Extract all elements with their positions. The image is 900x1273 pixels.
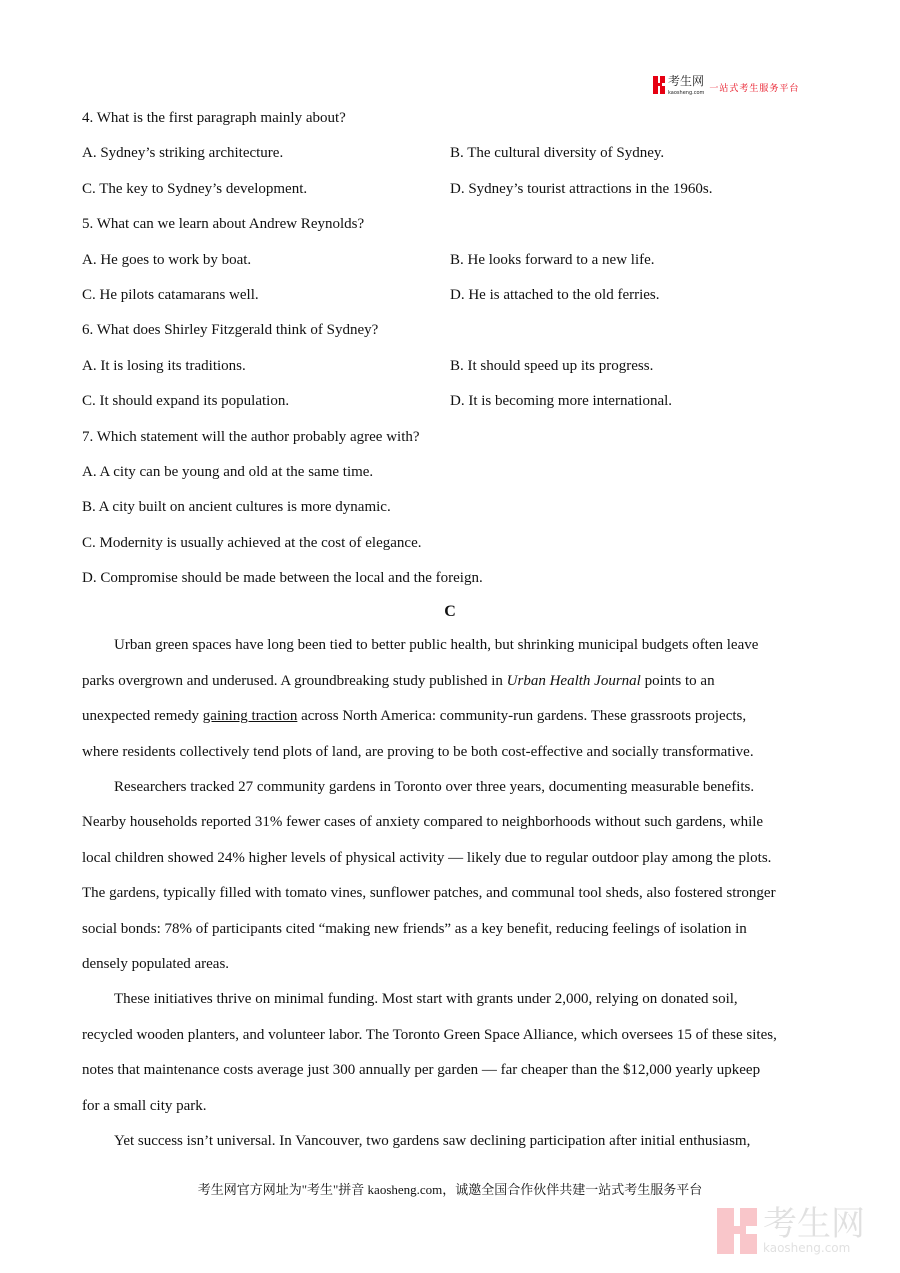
option-c: C. The key to Sydney’s development. [82,180,308,197]
option-b: B. A city built on ancient cultures is more dynamic. [82,499,391,516]
paragraph-4 [0,1124,900,1159]
text-run: unexpected remedy [82,708,203,725]
question-text: 5. What can we learn about Andrew Reynolds? [82,216,365,233]
text-line: The gardens, typically filled with tomato vines, sunflower patches, and communal tool sheds, also fostered stronger [82,885,776,902]
paragraph-3 [0,982,900,1124]
text-run: points to an [640,672,715,689]
text-line: densely populated areas. [82,955,230,972]
text-line: local children showed 24% higher levels of physical activity — likely due to regular outdoor play among the plots. [82,849,772,866]
option-a: A. Sydney’s striking architecture. [82,145,284,162]
option-d: D. It is becoming more international. [450,393,673,410]
text-line [82,699,746,734]
option-c: C. Modernity is usually achieved at the cost of elegance. [82,534,422,551]
watermark-logo-icon [717,1208,757,1254]
question-5 [0,207,900,313]
question-6 [0,313,900,419]
text-line: Urban green spaces have long been tied to better public health, but shrinking municipal budgets often leave [114,637,759,654]
text-line: Nearby households reported 31% fewer cases of anxiety compared to neighborhoods without such gardens, while [82,814,764,831]
text-line: for a small city park. [82,1097,207,1114]
option-d: D. He is attached to the old ferries. [450,286,660,303]
text-line: These initiatives thrive on minimal funding. Most start with grants under 2,000, relying on donated soil, [114,991,738,1008]
underlined-phrase: gaining traction [202,708,298,725]
footer-text: 考生网官方网址为"考生"拼音 kaosheng.com，诚邀全国合作伙伴共建一站式考生服务平台 [197,1182,703,1197]
text-line: social bonds: 78% of participants cited “making new friends” as a key benefit, reducing feelings of isolation in [82,920,747,937]
text-line: where residents collectively tend plots of land, are proving to be both cost-effective and socially transformative. [82,743,754,760]
option-c: C. It should expand its population. [82,393,290,410]
watermark-name: 考生网 [763,1204,865,1244]
logo-name: 考生网 [668,74,705,88]
option-a: A. A city can be young and old at the same time. [82,463,374,480]
journal-title: Urban Health Journal [506,672,641,689]
paragraph-2 [0,770,900,982]
text-line [82,664,715,699]
option-b: B. It should speed up its progress. [450,357,654,374]
text-run: across North America: community-run gardens. These grassroots projects, [297,708,747,725]
option-b: B. He looks forward to a new life. [450,251,655,268]
option-d: D. Compromise should be made between the local and the foreign. [82,570,483,587]
option-c: C. He pilots catamarans well. [82,286,259,303]
option-a: A. He goes to work by boat. [82,251,252,268]
watermark-domain: kaosheng.com [763,1241,851,1255]
text-line: notes that maintenance costs average just 300 annually per garden — far cheaper than the $12,000 yearly upkeep [82,1062,761,1079]
paragraph-1 [0,628,900,770]
question-text: 7. Which statement will the author probably agree with? [82,428,420,445]
header-logo [653,73,799,96]
question-text: 4. What is the first paragraph mainly about? [82,110,346,126]
section-title: C [444,603,456,621]
logo-domain: kaosheng.com [668,90,705,96]
header-slogan: 一站式考生服务平台 [709,84,800,94]
option-b: B. The cultural diversity of Sydney. [450,145,665,162]
text-line: Yet success isn’t universal. In Vancouver, two gardens saw declining participation after initial enthusiasm, [114,1132,751,1149]
option-d: D. Sydney’s tourist attractions in the 1960s. [450,180,713,197]
logo-mark-icon [653,76,665,94]
question-7 [0,420,900,597]
document-body [0,101,900,1159]
option-a: A. It is losing its traditions. [82,357,246,374]
question-4 [0,101,900,207]
text-line: Researchers tracked 27 community gardens in Toronto over three years, documenting measurable benefits. [114,779,755,796]
watermark [717,1204,865,1255]
text-line: recycled wooden planters, and volunteer labor. The Toronto Green Space Alliance, which oversees 15 of these sites, [82,1026,777,1043]
text-run: parks overgrown and underused. A groundbreaking study published in [82,672,507,689]
question-text: 6. What does Shirley Fitzgerald think of Sydney? [82,322,379,339]
